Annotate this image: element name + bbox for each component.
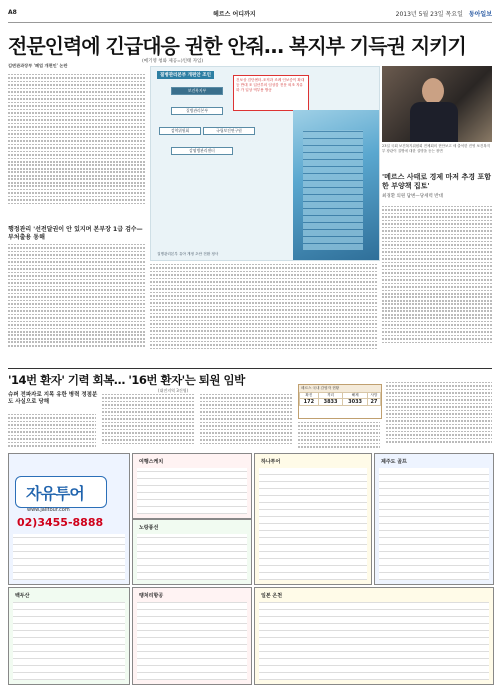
ad-title: 하나투어 [261,459,281,465]
lower-body-2 [102,392,194,450]
face-shape [422,78,444,104]
stats-box [298,384,382,419]
article-body-left-2 [8,242,146,366]
article-body-center [150,262,378,366]
node-kcdc: 질병관리본부 [171,107,223,115]
ad-block-6[interactable] [8,587,130,685]
stats-title: 헤르스 국내 감염자 현황 [299,385,381,392]
main-headline: 전문인력에 긴급대응 권한 안줘… 복지부 기득권 지키기 [8,34,466,58]
graphic-caption-top: (메기영 청와 제공=)인태 자입) [142,59,204,64]
ad-title: 일본 온천 [261,593,283,599]
stats-value: 3833 [318,399,343,406]
graphic-note-box: 건보상 검단센터-조직과 조례 인보증이 확대 등 반대 조 입산부의 임상감 전문 외조 자유화 가 입상 역부용 방공 [233,75,309,111]
stats-header: 사망 [367,393,380,399]
lower-headline: '14번 환자' 기력 회복… '16번 환자'는 퇴원 임박 [8,373,245,387]
article-body-right [382,204,492,364]
ad-listing [137,602,247,680]
article-byline: 김변관과장부 '폐업 개편인' 논란 [8,63,68,68]
stats-header: 격리 [318,393,343,399]
ad-block-5[interactable] [374,453,494,585]
building-image [293,110,379,260]
stats-value: 27 [367,399,380,406]
section-title: 헤르스 어디까지 [213,11,256,18]
newspaper-brand: 동아일보 [468,11,492,18]
ad-block-2[interactable] [132,453,252,519]
side-subheadline: 최경환 의원 답변—당세력 반대 [382,194,443,199]
organization-graphic [150,66,380,261]
advertisement-section [8,453,492,685]
ad-listing [259,468,367,580]
ad-website[interactable]: www.jalltour.com [27,507,70,513]
ad-title: 땡처리항공 [139,593,164,599]
stats-table [299,392,381,406]
ad-block-3[interactable] [132,519,252,585]
lower-left-heading: 슈퍼 전파자로 지목 유한 병력 정점분도 사실으로 당해 [8,392,98,405]
photo-caption: 23일 국회 보건복지위원회 전체회의 현안보고 세 출석한 진영 보건복지부 장관이 질병에 대한 설명을 듣는 장면 [382,144,491,153]
lower-body-5 [386,380,492,450]
ad-logo-box [15,476,107,508]
lower-body-4 [298,420,380,450]
minister-photo [382,66,492,142]
ad-block-4[interactable] [254,453,372,585]
graphic-title: 질병관리본부 개편안 조인 [157,71,214,79]
ad-title: 제주도 골프 [381,459,407,465]
ad-logo: 자유투어 [26,484,84,503]
issue-date [396,9,492,18]
page-header [8,6,492,23]
lower-subcaption: (대전지역 3건영) [158,388,189,393]
stats-header: 해제 [343,393,368,399]
ad-listing [13,534,125,580]
side-headline: '메르스 사태로 경제 마저 추경 포함한 부양책 집토' [382,173,491,190]
left-subheading: 행정관리 '선전달권이 안 있지며 본부장 1급 검수—부처출용 동해 [8,226,143,241]
stats-value: 172 [300,399,319,406]
page-number: A8 [8,9,17,16]
ad-block-7[interactable] [132,587,252,685]
ad-listing [259,602,489,680]
lower-body-1 [8,412,96,450]
node-quarantine: 검역위원회 [159,127,201,135]
node-research: 국립보건연구원 [203,127,255,135]
ad-listing [137,534,247,580]
ad-phone: 02)3455-8888 [17,516,104,529]
lower-body-3 [200,392,292,450]
ad-title: 여행스케치 [139,459,164,465]
ad-listing [379,468,489,580]
date-text: 2013년 5월 23일 목요일 [395,11,463,18]
ad-jayutour[interactable] [8,453,130,585]
article-body-left [8,72,146,222]
ad-listing [13,602,125,680]
stats-header: 확진 [300,393,319,399]
stats-value: 3033 [343,399,368,406]
body-shape [410,102,458,142]
graphic-caption: 질병관리본부 유아 개정 초안 전환 정사 [157,252,219,256]
section-divider [8,368,492,369]
ad-listing [137,468,247,514]
node-infection-center: 감염병관리센터 [171,147,233,155]
node-ministry: 보건복지부 [171,87,223,95]
ad-title: 노랑풍선 [139,525,159,531]
ad-block-8[interactable] [254,587,494,685]
ad-title: 백두산 [15,593,30,599]
